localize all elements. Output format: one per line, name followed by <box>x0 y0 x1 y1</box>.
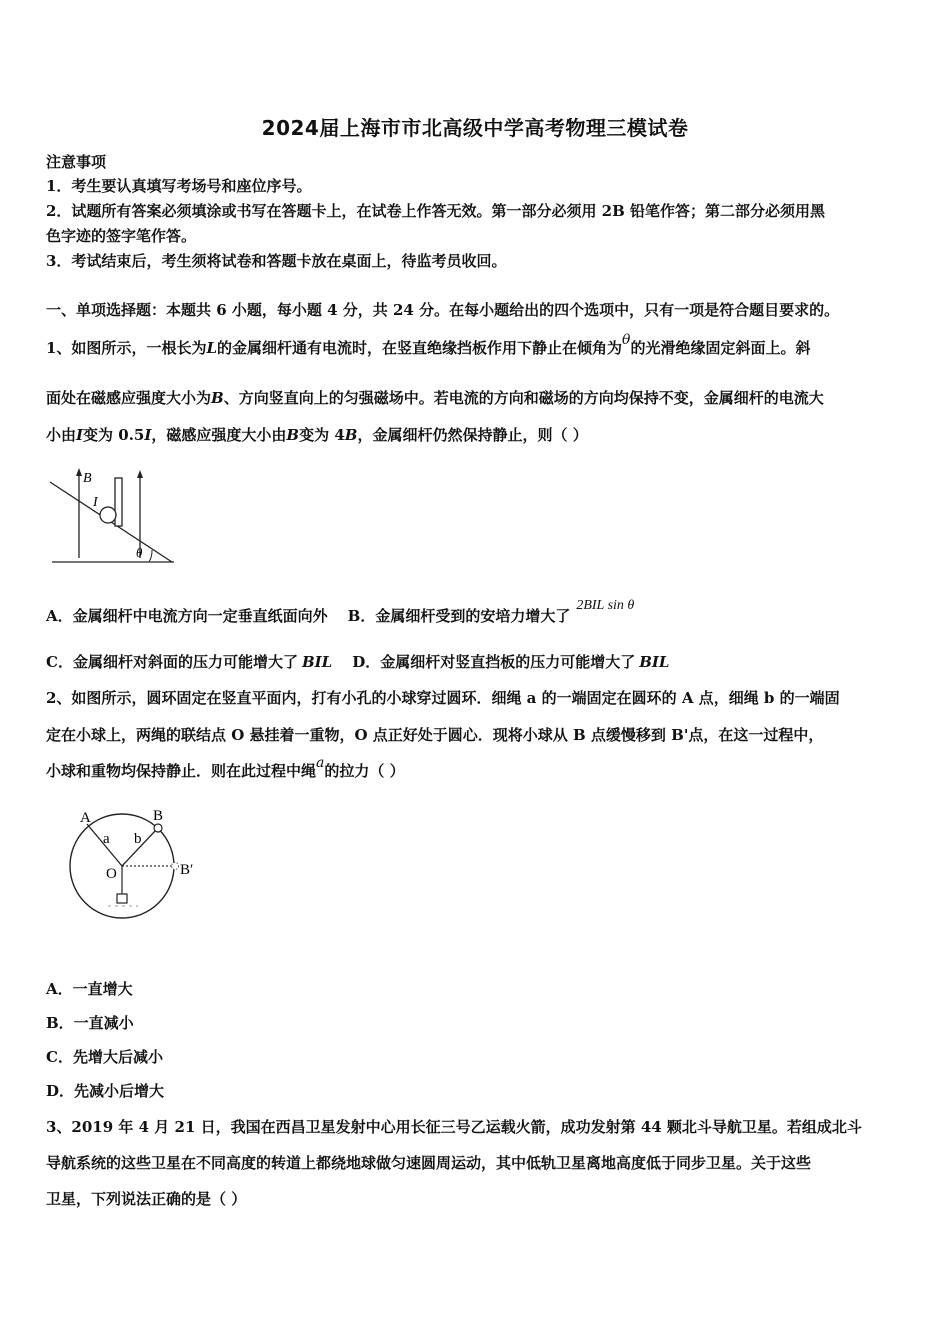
notice-item-1: 1．考生要认真填写考场号和座位序号。 <box>46 177 312 195</box>
q1-line-1: 1、如图所示，一根长为L的金属细杆通有电流时，在竖直绝缘挡板作用下静止在倾角为θ的光滑绝缘固定斜面上。斜 <box>46 332 811 357</box>
q1-option-b[interactable]: B．金属细杆受到的安培力增大了2BIL sin θ <box>347 598 635 625</box>
notice-item-2: 2．试题所有答案必须填涂或书写在答题卡上，在试卷上作答无效。第一部分必须用 2B 铅笔作答；第二部分必须用黑 <box>46 202 826 220</box>
q1-figure <box>46 462 186 572</box>
q2-figure <box>60 798 220 928</box>
q1-fig-label-B: B <box>83 471 92 486</box>
q2-option-a[interactable]: A．一直增大 <box>46 980 133 998</box>
notice-heading: 注意事项 <box>46 153 107 171</box>
q2-fig-label-B: B <box>153 808 164 824</box>
q2-option-c[interactable]: C．先增大后减小 <box>46 1048 163 1066</box>
q1-rod-cross-section <box>100 507 116 523</box>
q1-fig-label-theta: θ <box>136 545 143 560</box>
q1-option-a[interactable]: A．金属细杆中电流方向一定垂直纸面向外 <box>46 607 328 625</box>
q2-option-b[interactable]: B．一直减小 <box>46 1014 134 1032</box>
q1-line-2: 面处在磁感应强度大小为B、方向竖直向上的匀强磁场中。若电流的方向和磁场的方向均保持不变，金属细杆的电流大 <box>46 389 824 407</box>
q2-line-1: 2、如图所示，圆环固定在竖直平面内，打有小孔的小球穿过圆环．细绳 a 的一端固定在圆环的 A 点，细绳 b 的一端固 <box>46 689 840 707</box>
q1-option-d[interactable]: D．金属细杆对竖直挡板的压力可能增大了 BIL <box>352 653 670 671</box>
q2-ball-B <box>154 824 162 832</box>
q3-line-1: 3、2019 年 4 月 21 日，我国在西昌卫星发射中心用长征三号乙运载火箭，成功发射第 44 颗北斗导航卫星。若组成北斗 <box>46 1118 862 1136</box>
q3-line-2: 导航系统的这些卫星在不同高度的转道上都绕地球做匀速圆周运动，其中低轨卫星离地高度低于同步卫星。关于这些 <box>46 1154 812 1172</box>
notice-item-2-cont: 色字迹的签字笔作答。 <box>46 227 197 245</box>
q2-fig-label-O: O <box>106 866 117 882</box>
q2-line-3: 小球和重物均保持静止．则在此过程中绳a的拉力（ ） <box>46 755 405 780</box>
q2-ball-Bprime <box>172 863 179 870</box>
q2-fig-label-a: a <box>103 831 110 847</box>
q2-line-2: 定在小球上，两绳的联结点 O 悬挂着一重物，O 点正好处于圆心．现将小球从 B 点缓慢移到 B'点，在这一过程中， <box>46 726 824 744</box>
q2-fig-label-A: A <box>80 810 91 826</box>
q2-option-d[interactable]: D．先减小后增大 <box>46 1082 165 1100</box>
q1-option-c[interactable]: C．金属细杆对斜面的压力可能增大了 BIL <box>46 653 333 671</box>
q1-fig-label-I: I <box>93 495 98 510</box>
q1-baffle <box>115 478 122 526</box>
q2-fig-label-b: b <box>134 831 142 847</box>
q1-options-cd <box>46 652 908 672</box>
q1-angle-arc <box>149 550 152 562</box>
page-title: 2024届上海市市北高级中学高考物理三模试卷 <box>261 116 689 140</box>
q2-fig-label-Bprime: B′ <box>180 862 194 878</box>
q1-line-3: 小由I变为 0.5I，磁感应强度大小由B变为 4B，金属细杆仍然保持静止，则（ ） <box>46 426 588 444</box>
notice-item-3: 3．考试结束后，考生须将试卷和答题卡放在桌面上，待监考员收回。 <box>46 252 507 270</box>
section-heading: 一、单项选择题：本题共 6 小题，每小题 4 分，共 24 分。在每小题给出的四个选项中，只有一项是符合题目要求的。 <box>46 301 840 319</box>
q3-line-3: 卫星，下列说法正确的是（ ） <box>46 1190 247 1208</box>
q1-options-ab <box>46 598 908 628</box>
q2-weight <box>117 894 127 903</box>
